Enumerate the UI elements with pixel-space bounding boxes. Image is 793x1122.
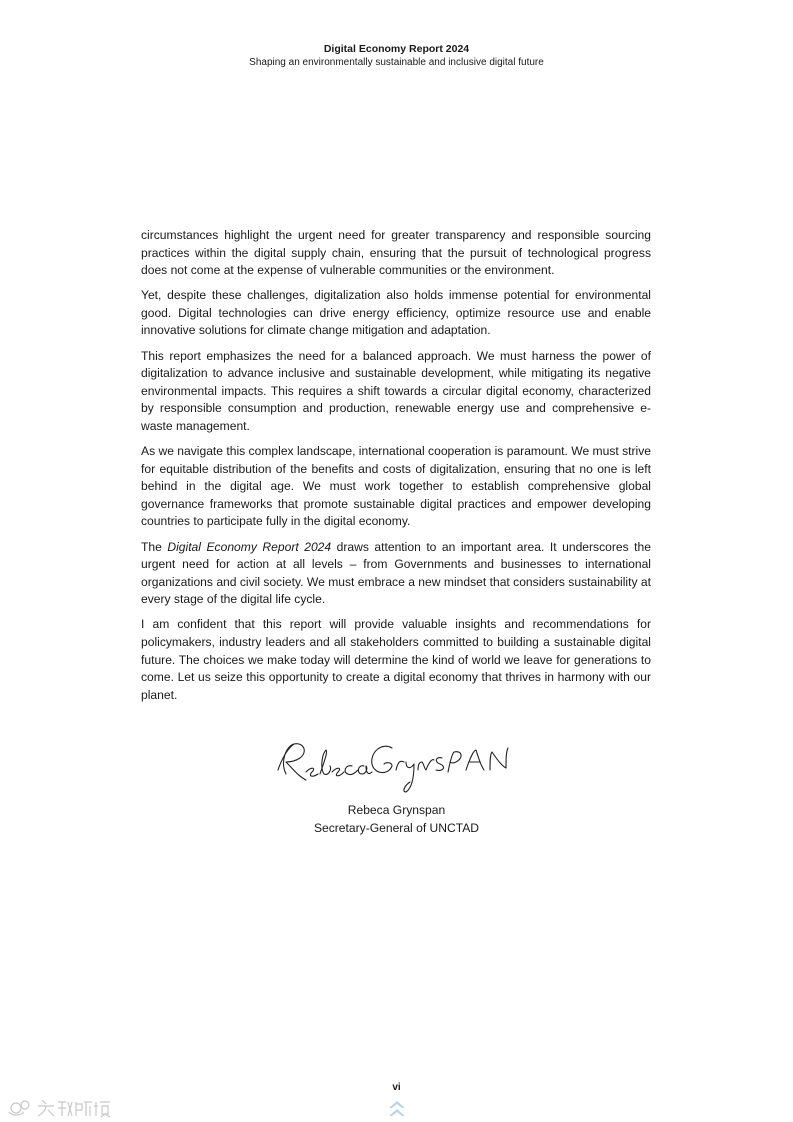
signature-block bbox=[0, 732, 793, 837]
report-subtitle: Shaping an environmentally sustainable and inclusive digital future bbox=[249, 57, 544, 68]
paragraph-suffix: draws attention to an important area. It underscores the urgent need for action at all levels – from Governments and businesses to international organizations and civil society. We must embrace a new mindset that considers sustainability at every stage of the digital life cycle. bbox=[141, 539, 651, 607]
page-number: vi bbox=[392, 1082, 401, 1093]
running-header bbox=[0, 42, 793, 70]
report-name-italic: Digital Economy Report 2024 bbox=[167, 539, 332, 554]
paragraph-prefix: The bbox=[141, 539, 168, 554]
paragraph: Yet, despite these challenges, digitalization also holds immense potential for environmental good. Digital technologies can drive energy efficiency, optimize resource use and enable innovative solutions for climate change mitigation and adaptation. bbox=[141, 288, 651, 338]
paragraph: This report emphasizes the need for a balanced approach. We must harness the power of digitalization to advance inclusive and sustainable development, while mitigating its negative environmental impacts. This requires a shift towards a circular digital economy, characterized by responsible consumption and production, renewable energy use and comprehensive e-waste management. bbox=[141, 348, 651, 433]
foreword-body bbox=[141, 227, 651, 712]
report-title: Digital Economy Report 2024 bbox=[323, 43, 470, 55]
double-chevron-up-icon[interactable] bbox=[385, 1098, 409, 1120]
paragraph: I am confident that this report will provide valuable insights and recommendations for policymakers, industry leaders and all stakeholders committed to building a sustainable digital future. The choices we make today will determine the kind of world we leave for generations to come. Let us seize this opportunity to create a digital economy that thrives in harmony with our planet. bbox=[141, 617, 651, 702]
handwritten-signature bbox=[272, 732, 522, 802]
paragraph: circumstances highlight the urgent need for greater transparency and responsible sourcing practices within the digital supply chain, ensuring that the pursuit of technological progress does not come at the expense of vulnerable communities or the environment. bbox=[141, 228, 651, 278]
watermark-logo-icon bbox=[6, 1096, 116, 1118]
signatory-title: Secretary-General of UNCTAD bbox=[313, 820, 480, 835]
paragraph: As we navigate this complex landscape, international cooperation is paramount. We must strive for equitable distribution of the benefits and costs of digitalization, ensuring that no one is left behind in the digital age. We must work together to establish comprehensive global governance frameworks that promote sustainable digital practices and empower developing countries to participate fully in the digital economy. bbox=[141, 444, 651, 529]
signatory-name: Rebeca Grynspan bbox=[347, 803, 446, 817]
paragraph bbox=[141, 539, 651, 609]
